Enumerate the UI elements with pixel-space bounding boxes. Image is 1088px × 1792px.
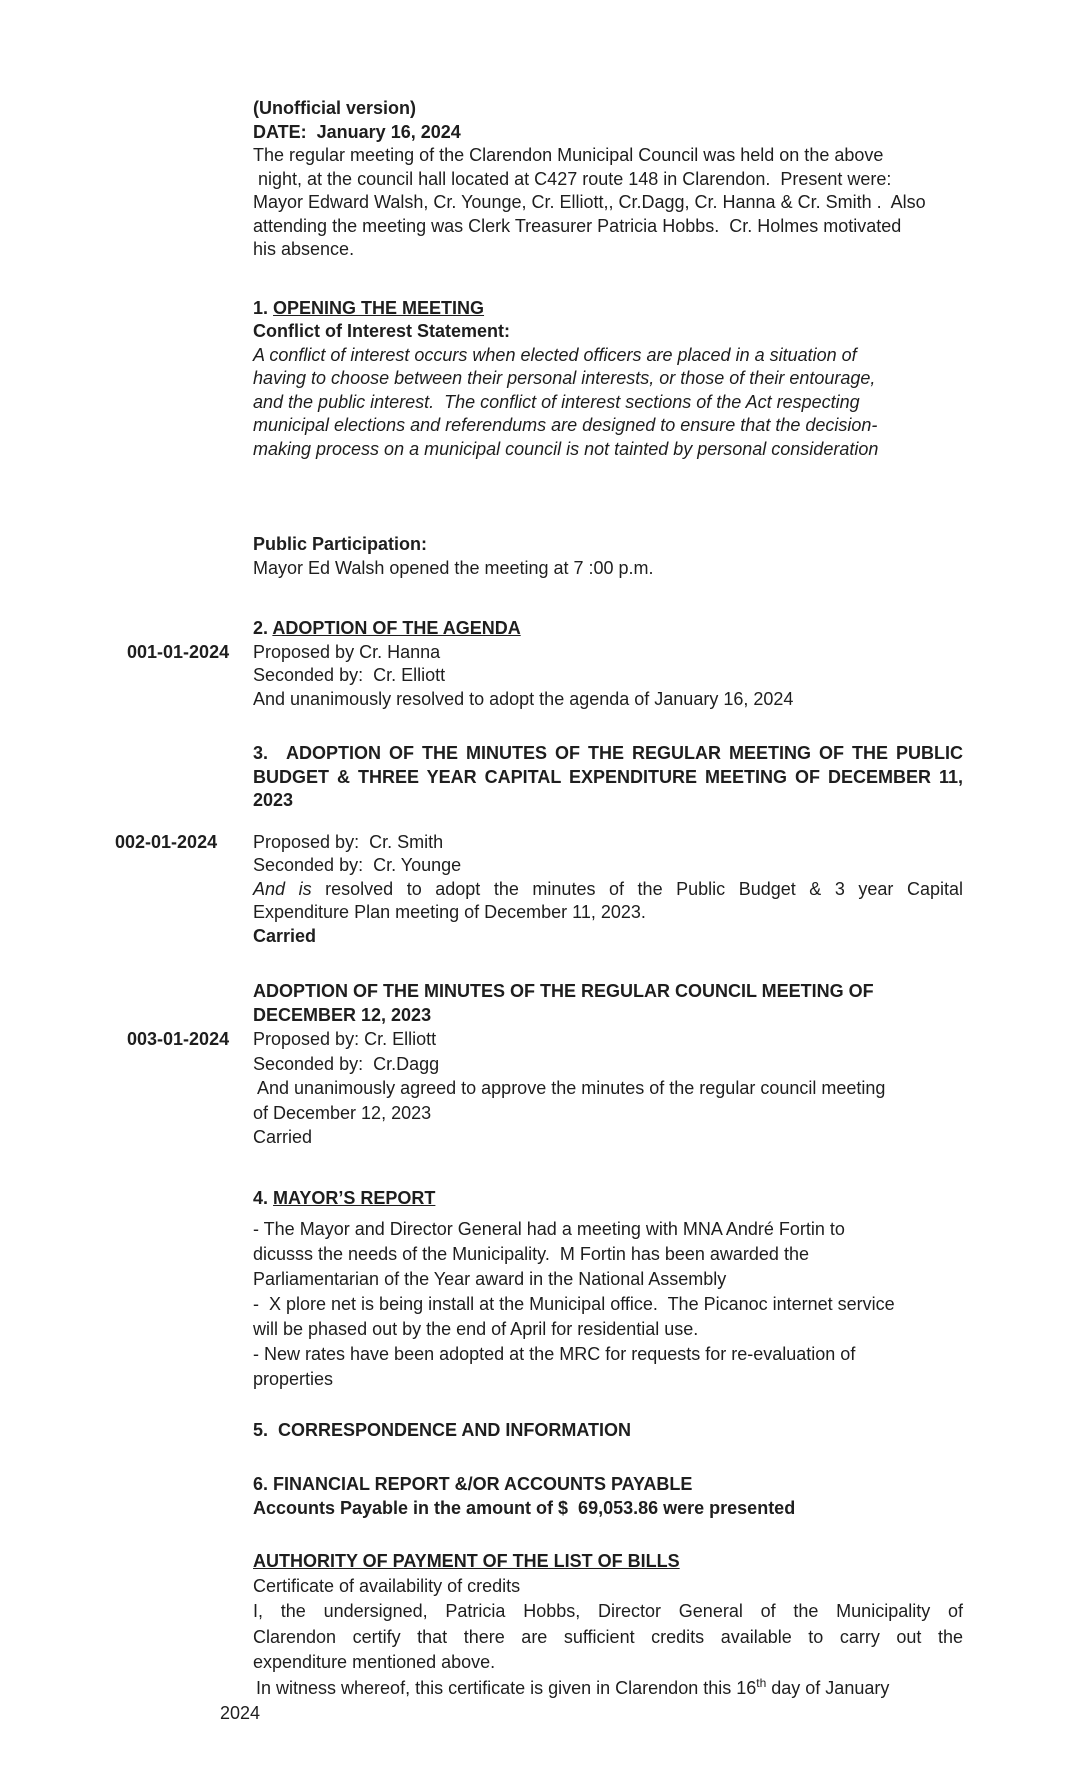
- section3-title-part1: ADOPTION OF THE MINUTES OF THE REGULAR MEETING OF THE PUBLIC: [286, 743, 963, 763]
- mayors-report-line: will be phased out by the end of April for residential use.: [253, 1318, 699, 1339]
- unofficial-version-note: (Unofficial version): [253, 98, 417, 118]
- conflict-statement-line: having to choose between their personal interests, or those of their entourage,: [253, 368, 876, 388]
- section3-heading-line3: 2023: [253, 790, 294, 810]
- carried-label: Carried: [253, 1127, 313, 1147]
- carried-label: Carried: [253, 925, 317, 946]
- authority-heading: AUTHORITY OF PAYMENT OF THE LIST OF BILLS: [253, 1551, 680, 1571]
- resolution-003-row: [127, 1027, 963, 1052]
- witness-year-wrap: 2024: [220, 1703, 261, 1723]
- section3-heading-line2: BUDGET & THREE YEAR CAPITAL EXPENDITURE MEETING OF DECEMBER 11,: [253, 766, 963, 787]
- resolution-number-001: 001-01-2024: [127, 641, 230, 662]
- resolution-001-row: [127, 641, 963, 665]
- certificate-line: Certificate of availability of credits: [253, 1575, 521, 1596]
- resolution-text-line: And unanimously resolved to adopt the agenda of January 16, 2024: [253, 688, 794, 709]
- proposed-by-line: Proposed by: Cr. Elliott: [253, 1029, 437, 1049]
- section1-title: OPENING THE MEETING: [273, 297, 485, 318]
- resolution-text-line2: Expenditure Plan meeting of December 11, 2023.: [253, 902, 646, 922]
- seconded-by-line: Seconded by: Cr. Younge: [253, 855, 462, 875]
- resolution-number-003: 003-01-2024: [127, 1029, 230, 1049]
- mayors-report-line: - The Mayor and Director General had a meeting with MNA André Fortin to: [253, 1218, 845, 1239]
- conflict-statement-line: and the public interest. The conflict of interest sections of the Act respecting: [253, 391, 860, 412]
- intro-line: his absence.: [253, 239, 355, 259]
- section4-heading: [253, 1186, 963, 1211]
- and-is-italic: And is: [253, 878, 312, 899]
- certificate-paragraph-line: I, the undersigned, Patricia Hobbs, Director General of the Municipality of: [253, 1601, 963, 1621]
- section2-number: 2.: [253, 618, 273, 638]
- conflict-of-interest-heading: Conflict of Interest Statement:: [253, 321, 511, 341]
- section3-number: 3.: [253, 743, 269, 763]
- section3-heading-line1: [253, 742, 963, 766]
- witness-text-pre: In witness whereof, this certificate is given in Clarendon this 16: [256, 1677, 757, 1698]
- mayors-report-line: properties: [253, 1368, 334, 1389]
- resolution-text-line: of December 12, 2023: [253, 1102, 432, 1123]
- mayors-report-line: - New rates have been adopted at the MRC for requests for re-evaluation of: [253, 1343, 856, 1364]
- mayors-report-line: Parliamentarian of the Year award in the National Assembly: [253, 1268, 727, 1289]
- regular-minutes-heading-line1: ADOPTION OF THE MINUTES OF THE REGULAR COUNCIL MEETING OF: [253, 981, 874, 1001]
- certificate-paragraph-line: Clarendon certify that there are sufficient credits available to carry out the: [253, 1626, 963, 1647]
- conflict-statement-line: A conflict of interest occurs when elected officers are placed in a situation of: [253, 344, 857, 365]
- witness-ordinal-suffix: th: [756, 1675, 767, 1690]
- section5-heading: 5. CORRESPONDENCE AND INFORMATION: [253, 1419, 632, 1440]
- resolution-text-line: And unanimously agreed to approve the minutes of the regular council meeting: [253, 1078, 886, 1098]
- resolution-text-line1: [253, 878, 963, 902]
- mayors-report-line: - X plore net is being install at the Municipal office. The Picanoc internet service: [253, 1293, 895, 1314]
- mayors-report-line: dicusss the needs of the Municipality. M Fortin has been awarded the: [253, 1243, 809, 1264]
- seconded-by-line: Seconded by: Cr. Elliott: [253, 665, 446, 685]
- intro-line: Mayor Edward Walsh, Cr. Younge, Cr. Elliott,, Cr.Dagg, Cr. Hanna & Cr. Smith . Also: [253, 192, 926, 212]
- public-participation-text: Mayor Ed Walsh opened the meeting at 7 :00 p.m.: [253, 557, 654, 578]
- date-line: DATE: January 16, 2024: [253, 121, 461, 142]
- section4-number: 4.: [253, 1187, 274, 1208]
- document-content: [115, 97, 963, 1727]
- witness-line: [256, 1676, 963, 1702]
- accounts-payable-line: Accounts Payable in the amount of $ 69,053.86 were presented: [253, 1497, 796, 1518]
- resolution-002-row: [115, 831, 963, 855]
- section2-title: ADOPTION OF THE AGENDA: [272, 618, 521, 638]
- section2-heading: [253, 617, 963, 641]
- certificate-paragraph-line: expenditure mentioned above.: [253, 1652, 496, 1672]
- proposed-by-line: Proposed by: Cr. Smith: [253, 831, 444, 852]
- section4-title: MAYOR’S REPORT: [273, 1187, 436, 1208]
- resolution-number-002: 002-01-2024: [115, 831, 218, 852]
- section6-heading: 6. FINANCIAL REPORT &/OR ACCOUNTS PAYABLE: [253, 1474, 693, 1494]
- witness-text-post: day of January: [766, 1677, 890, 1698]
- intro-line: night, at the council hall located at C427 route 148 in Clarendon. Present were:: [253, 168, 892, 189]
- conflict-statement-line: making process on a municipal council is not tainted by personal consideration: [253, 438, 879, 459]
- section1-number: 1.: [253, 297, 274, 318]
- intro-line: attending the meeting was Clerk Treasurer Patricia Hobbs. Cr. Holmes motivated: [253, 215, 902, 236]
- regular-minutes-heading-line2: DECEMBER 12, 2023: [253, 1004, 432, 1025]
- seconded-by-line: Seconded by: Cr.Dagg: [253, 1053, 440, 1074]
- proposed-by-line: Proposed by Cr. Hanna: [253, 641, 441, 662]
- public-participation-heading: Public Participation:: [253, 534, 428, 554]
- section1-heading: [253, 297, 963, 321]
- intro-line: The regular meeting of the Clarendon Municipal Council was held on the above: [253, 145, 884, 165]
- conflict-statement-line: municipal elections and referendums are designed to ensure that the decision-: [253, 415, 878, 435]
- resolution-text-rest: resolved to adopt the minutes of the Public Budget & 3 year Capital: [311, 878, 963, 899]
